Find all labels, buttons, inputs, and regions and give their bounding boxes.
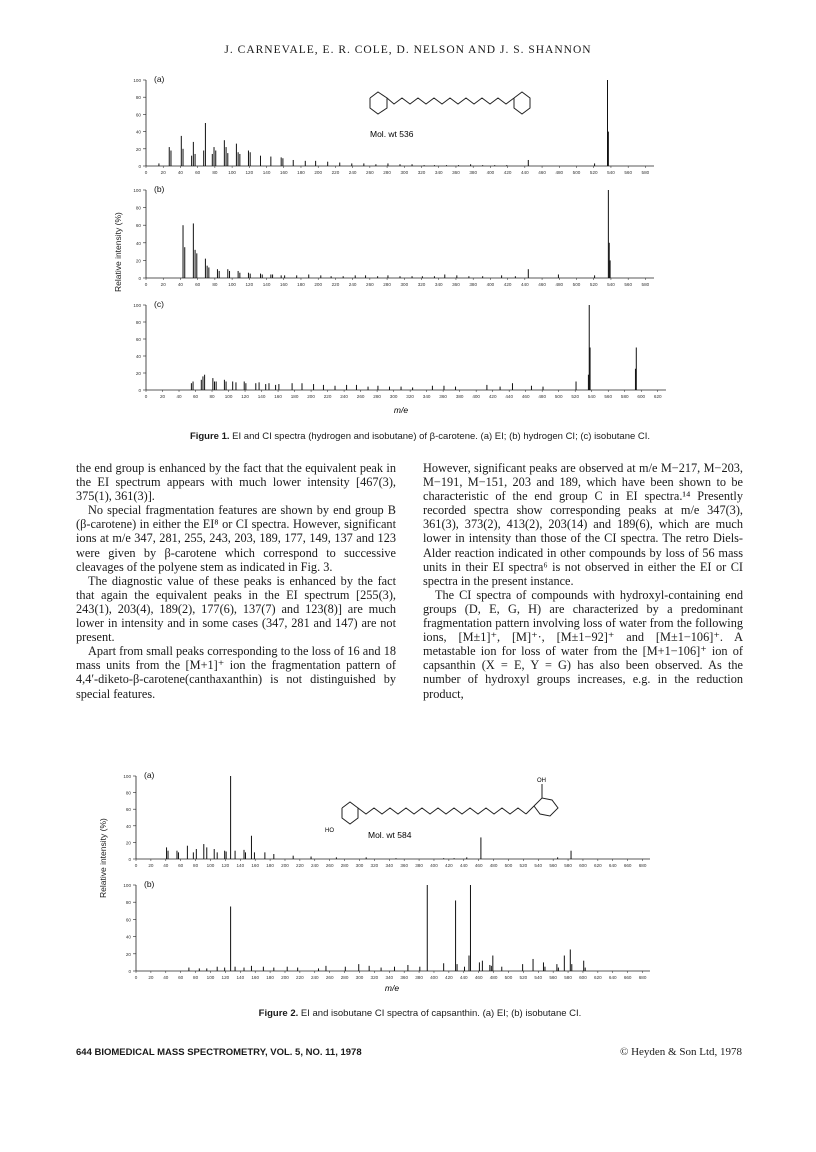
beta-carotene-structure [370, 92, 530, 114]
fig2b-xtick-label: 480 [489, 975, 498, 980]
fig2a-xtick-label: 0 [134, 863, 138, 868]
fig1c-xtick-label: 340 [422, 394, 431, 399]
right-paragraph-2: The CI spectra of compounds with hydroxyl-containing end groups (D, E, G, H) are characterized by a predominant fragmentation pattern involving loss of water from the following ions, [M±1]⁺, [M]⁺·, [M±1−92]⁺ and [M±1−106]⁺. A metastable ion for loss of water from the [M+1−106]⁺ ion of capsanthin (X = E, Y = G) has also been observed. As the number of hydroxyl groups increases, e.g. in the reduction product, [423, 587, 743, 701]
fig1a-xtick-label: 540 [607, 170, 615, 175]
figure-1-caption-label: Figure 1. [189, 431, 230, 442]
fig1c-xtick-label: 360 [439, 394, 447, 399]
figure-1 [0, 0, 816, 420]
fig1c-xtick-label: 320 [406, 394, 414, 399]
fig2a-xtick-label: 160 [251, 863, 260, 868]
fig2b-xtick-label: 0 [134, 975, 138, 980]
fig2a-xtick-label: 60 [178, 863, 184, 868]
fig2b-xtick-label: 620 [594, 975, 602, 980]
fig1b-xtick-label: 100 [228, 282, 236, 287]
right-column [423, 461, 743, 701]
fig2b-xtick-label: 640 [608, 975, 617, 980]
fig1c-xtick-label: 160 [274, 394, 282, 399]
fig1a-xtick-label: 400 [486, 170, 495, 175]
fig1c-xtick-label: 380 [455, 394, 464, 399]
fig2b-xtick-label: 360 [400, 975, 409, 980]
fig2b-xtick-label: 180 [266, 975, 274, 980]
figure-2-xlabel: m/e [384, 983, 400, 993]
fig2b-xtick-label: 580 [564, 975, 572, 980]
fig1c-xtick-label: 420 [488, 394, 497, 399]
fig1b-ytick-label: 20 [135, 258, 141, 264]
fig1a-xtick-label: 420 [503, 170, 512, 175]
fig2b-xtick-label: 100 [206, 975, 215, 980]
fig1a-ytick-label: 100 [133, 78, 141, 83]
fig1b-ytick-label: 40 [135, 240, 141, 246]
fig1a-xtick-label: 20 [160, 170, 166, 175]
footer-copyright: © Heyden & Son Ltd, 1978 [619, 1046, 742, 1058]
left-paragraph-1: the end group is enhanced by the fact that the equivalent peak in the EI spectrum appears with much lower intensity [467(3), 375(1), 361(3)]. [76, 461, 396, 504]
polyene-chain [387, 98, 514, 104]
fig2b-xtick-label: 560 [549, 975, 557, 980]
fig1c-xtick-label: 400 [472, 394, 480, 399]
fig2a-ytick-label: 40 [125, 823, 131, 829]
fig2a-xtick-label: 660 [623, 863, 632, 868]
fig2a-xtick-label: 80 [193, 863, 199, 868]
fig2b-xtick-label: 500 [504, 975, 513, 980]
fig1b-ytick-label: 60 [135, 223, 141, 229]
fig2a-xtick-label: 360 [400, 863, 409, 868]
fig2b-xtick-label: 240 [310, 975, 319, 980]
fig2a-xtick-label: 540 [534, 863, 543, 868]
fig2a-xtick-label: 600 [579, 863, 587, 868]
fig2b-xtick-label: 540 [534, 975, 543, 980]
fig1b-xtick-label: 320 [417, 282, 426, 287]
capsanthin-structure [342, 784, 558, 824]
fig2a-xtick-label: 20 [148, 863, 154, 868]
fig1b-xtick-label: 380 [469, 282, 478, 287]
fig1a-xtick-label: 500 [572, 170, 581, 175]
fig2b-xtick-label: 400 [430, 975, 438, 980]
fig2a-ytick-label: 20 [125, 840, 131, 846]
fig1b-xtick-label: 260 [366, 282, 374, 287]
footer-journal: 644 BIOMEDICAL MASS SPECTROMETRY, VOL. 5, NO. 11, 1978 [76, 1047, 362, 1058]
fig1c-xtick-label: 180 [290, 394, 299, 399]
fig1c-xtick-label: 60 [192, 394, 199, 399]
figure-1-ylabel: Relative intensity (%) [113, 212, 123, 292]
fig1c-xtick-label: 100 [224, 394, 233, 399]
fig1c-ytick-label: 20 [135, 371, 141, 376]
fig2b-xtick-label: 160 [251, 975, 260, 980]
fig1b-xtick-label: 220 [331, 282, 340, 287]
fig1c-xtick-label: 620 [653, 394, 662, 399]
fig1c-xtick-label: 20 [159, 394, 166, 399]
fig2b-xtick-label: 440 [459, 975, 468, 980]
ho-label: HO [325, 828, 334, 834]
fig1c-xtick-label: 80 [209, 394, 215, 399]
fig1c-xtick-label: 500 [554, 394, 563, 399]
fig1a-xtick-label: 560 [624, 170, 633, 175]
fig1c-xtick-label: 200 [307, 394, 315, 399]
oh-label: OH [537, 778, 546, 784]
figure-2-mol-wt: Mol. wt 584 [368, 830, 412, 840]
fig2b-ytick-label: 80 [125, 900, 131, 906]
fig1b-xtick-label: 140 [262, 282, 271, 287]
fig2a-xtick-label: 420 [445, 863, 453, 868]
fig1a-xtick-label: 340 [434, 170, 443, 175]
fig2b-xtick-label: 420 [445, 975, 453, 980]
fig1a-xtick-label: 260 [366, 170, 374, 175]
fig2a-xtick-label: 100 [206, 863, 215, 868]
fig1a-ytick-label: 0 [138, 164, 141, 169]
fig1b-panel-label: (b) [154, 184, 165, 194]
fig1a-xtick-label: 120 [245, 170, 254, 175]
fig1c-ytick-label: 0 [138, 388, 141, 393]
fig2a-ytick-label: 0 [128, 857, 131, 862]
fig1a-panel-label: (a) [154, 74, 165, 84]
fig1a-xtick-label: 60 [195, 170, 201, 175]
fig1a-ytick-label: 40 [135, 129, 141, 135]
fig1c-ytick-label: 60 [135, 337, 141, 342]
fig2a-xtick-label: 620 [594, 863, 602, 868]
ring-left [342, 802, 358, 824]
fig1a-xtick-label: 180 [297, 170, 305, 175]
fig1c-xtick-label: 600 [637, 394, 646, 399]
fig1a-xtick-label: 300 [400, 170, 409, 175]
fig1a-xtick-label: 0 [144, 170, 148, 175]
fig2a-xtick-label: 400 [430, 863, 438, 868]
right-paragraph-1: However, significant peaks are observed at m/e M−217, M−203, M−191, M−151, 203 and 189, which have been shown to be characteristic of the end group C in EI spectra.¹⁴ Presently recorded spectra show corresponding peaks at m/e 347(3), 361(3), 373(2), 413(2), 203(14) and 189(6), which are much lower in intensity than those of the CI spectra. The retro Diels-Alder reaction indicated in other compounds by loss of 56 mass units in their EI spectra⁶ is not observed in either the EI or CI spectra in the present instance. [423, 461, 743, 588]
fig1b-xtick-label: 340 [434, 282, 443, 287]
fig1c-xtick-label: 540 [587, 394, 596, 399]
fig2a-xtick-label: 120 [221, 863, 230, 868]
fig2b-xtick-label: 660 [623, 975, 632, 980]
fig2a-xtick-label: 460 [474, 863, 483, 868]
fig1b-xtick-label: 200 [314, 282, 323, 287]
left-paragraph-2: No special fragmentation features are shown by end group B (β-carotene) in either the EI⁸ or CI spectra. However, significant ions at m/e 347, 281, 255, 243, 203, 189, 177, 149, 137 and 123 were given by β-carotene which correspond to successive cleavages of the polyene stem as indicated in Fig. 3. [76, 503, 396, 574]
fig1c-xtick-label: 560 [604, 394, 613, 399]
fig2b-xtick-label: 460 [474, 975, 483, 980]
fig1b-ytick-label: 0 [138, 276, 141, 281]
fig1a-xtick-label: 460 [538, 170, 546, 175]
figure-1-caption [120, 431, 720, 442]
fig2a-xtick-label: 180 [266, 863, 274, 868]
fig2a-xtick-label: 520 [519, 863, 528, 868]
fig1b-xtick-label: 120 [245, 282, 254, 287]
fig2b-xtick-label: 280 [340, 975, 349, 980]
fig1c-xtick-label: 460 [521, 394, 530, 399]
fig2a-xtick-label: 320 [370, 863, 379, 868]
fig2a-xtick-label: 140 [236, 863, 245, 868]
fig1c-ytick-label: 40 [135, 354, 141, 359]
fig1b-xtick-label: 280 [383, 282, 391, 287]
fig1a-xtick-label: 440 [521, 170, 529, 175]
fig2b-panel-label: (b) [144, 879, 155, 889]
fig1c-xtick-label: 440 [505, 394, 514, 399]
fig1a-xtick-label: 480 [555, 170, 564, 175]
fig2a-xtick-label: 680 [638, 863, 647, 868]
fig1b-ytick-label: 100 [133, 188, 141, 193]
fig2a-xtick-label: 280 [340, 863, 349, 868]
figure-1-caption-text: EI and CI spectra (hydrogen and isobutane) of β-carotene. (a) EI; (b) hydrogen CI; (c) isobutane CI. [232, 431, 651, 442]
fig2b-xtick-label: 220 [296, 975, 304, 980]
ring-right [526, 798, 558, 816]
fig1b-xtick-label: 560 [624, 282, 633, 287]
left-column [76, 461, 396, 701]
fig2b-xtick-label: 520 [519, 975, 528, 980]
figure-1-chart [0, 0, 816, 420]
fig1a-xtick-label: 520 [589, 170, 598, 175]
fig1a-xtick-label: 380 [469, 170, 478, 175]
fig2b-ytick-label: 0 [128, 969, 131, 974]
fig1b-xtick-label: 160 [279, 282, 288, 287]
fig1b-xtick-label: 80 [212, 282, 218, 287]
fig1a-xtick-label: 360 [452, 170, 460, 175]
fig2b-ytick-label: 60 [125, 917, 131, 923]
fig1a-xtick-label: 580 [641, 170, 650, 175]
fig2a-ytick-label: 100 [123, 774, 131, 779]
fig1b-xtick-label: 0 [144, 282, 148, 287]
fig1a-xtick-label: 160 [279, 170, 288, 175]
figure-1-xlabel: m/e [393, 405, 409, 415]
fig1c-xtick-label: 140 [257, 394, 266, 399]
fig2b-xtick-label: 600 [579, 975, 587, 980]
fig1c-xtick-label: 280 [373, 394, 381, 399]
fig2a-xtick-label: 40 [163, 863, 169, 868]
fig1a-xtick-label: 320 [417, 170, 426, 175]
fig1a-xtick-label: 40 [177, 170, 184, 175]
fig2b-ytick-label: 40 [125, 934, 131, 940]
fig1b-xtick-label: 60 [195, 282, 201, 287]
fig1c-xtick-label: 0 [144, 394, 148, 399]
fig1a-ytick-label: 60 [135, 112, 141, 118]
fig2b-xtick-label: 20 [148, 975, 154, 980]
fig2a-ytick-label: 80 [125, 790, 131, 796]
left-paragraph-3: The diagnostic value of these peaks is enhanced by the fact that again the equivalent peaks in the EI spectrum [255(3), 243(1), 203(4), 189(2), 177(6), 137(7) and 123(8)] are much lower in intensity and in some cases (347, 281 and 147) are not present. [76, 573, 396, 645]
fig1b-xtick-label: 480 [555, 282, 564, 287]
fig1b-xtick-label: 40 [177, 282, 184, 287]
fig2b-xtick-label: 260 [325, 975, 334, 980]
fig2b-xtick-label: 80 [193, 975, 199, 980]
fig2a-panel-label: (a) [144, 770, 155, 780]
figure-2-ylabel: Relative intensity (%) [98, 818, 108, 898]
fig1b-xtick-label: 360 [452, 282, 460, 287]
fig2b-xtick-label: 200 [281, 975, 289, 980]
fig1c-panel-label: (c) [154, 299, 164, 309]
fig1c-xtick-label: 40 [176, 394, 182, 399]
fig1b-xtick-label: 460 [538, 282, 546, 287]
fig2b-xtick-label: 320 [370, 975, 379, 980]
fig2a-xtick-label: 560 [549, 863, 557, 868]
fig1b-xtick-label: 20 [160, 282, 166, 287]
fig1c-xtick-label: 220 [323, 394, 332, 399]
fig1b-xtick-label: 440 [521, 282, 529, 287]
fig2a-xtick-label: 500 [504, 863, 513, 868]
left-paragraph-4: Apart from small peaks corresponding to the loss of 16 and 18 mass units from the [M+1]⁺ ion the fragmentation pattern of 4,4′-diketo-β-carotene(canthaxanthin) is not distinguished by special features. [76, 644, 396, 701]
fig1c-ytick-label: 100 [133, 303, 141, 308]
fig2a-xtick-label: 300 [355, 863, 364, 868]
fig2b-ytick-label: 20 [125, 951, 131, 957]
fig1a-xtick-label: 200 [314, 170, 323, 175]
figure-1-mol-wt: Mol. wt 536 [370, 129, 414, 139]
fig1b-xtick-label: 180 [297, 282, 305, 287]
fig1b-ytick-label: 80 [135, 205, 141, 211]
fig2b-xtick-label: 40 [163, 975, 169, 980]
fig1b-xtick-label: 580 [641, 282, 650, 287]
figure-2-caption-text: EI and isobutane CI spectra of capsanthin. (a) EI; (b) isobutane CI. [300, 1008, 582, 1019]
fig2a-xtick-label: 240 [310, 863, 319, 868]
fig1a-xtick-label: 280 [383, 170, 391, 175]
fig1a-ytick-label: 20 [135, 146, 141, 152]
fig2a-xtick-label: 380 [415, 863, 423, 868]
fig2b-xtick-label: 380 [415, 975, 423, 980]
fig2a-xtick-label: 440 [459, 863, 468, 868]
fig1c-xtick-label: 300 [389, 394, 398, 399]
fig1a-xtick-label: 220 [331, 170, 340, 175]
fig2b-ytick-label: 100 [123, 883, 131, 888]
fig1c-ytick-label: 80 [135, 320, 141, 325]
polyene-chain [358, 808, 526, 814]
fig2b-xtick-label: 340 [385, 975, 394, 980]
ring-left [370, 92, 387, 114]
fig1a-ytick-label: 80 [135, 95, 141, 101]
running-header: J. CARNEVALE, E. R. COLE, D. NELSON AND J. S. SHANNON [224, 44, 592, 56]
fig2b-xtick-label: 300 [355, 975, 364, 980]
fig1c-xtick-label: 580 [620, 394, 629, 399]
fig2a-ytick-label: 60 [125, 807, 131, 813]
fig1b-xtick-label: 520 [589, 282, 598, 287]
fig1a-xtick-label: 240 [348, 170, 357, 175]
ring-right [514, 92, 530, 114]
fig1a-xtick-label: 140 [262, 170, 271, 175]
fig2b-xtick-label: 680 [638, 975, 647, 980]
fig2a-xtick-label: 340 [385, 863, 394, 868]
fig2b-xtick-label: 60 [178, 975, 184, 980]
fig1b-xtick-label: 500 [572, 282, 581, 287]
fig2a-xtick-label: 260 [325, 863, 334, 868]
fig1c-xtick-label: 120 [241, 394, 249, 399]
fig2a-xtick-label: 580 [564, 863, 572, 868]
fig1b-xtick-label: 300 [400, 282, 409, 287]
fig1b-xtick-label: 540 [607, 282, 615, 287]
fig1b-xtick-label: 420 [503, 282, 512, 287]
fig1c-xtick-label: 480 [538, 394, 547, 399]
fig1c-xtick-label: 520 [571, 394, 580, 399]
fig1a-xtick-label: 100 [228, 170, 236, 175]
fig2a-xtick-label: 480 [489, 863, 498, 868]
fig2a-xtick-label: 640 [608, 863, 617, 868]
fig1c-xtick-label: 240 [340, 394, 348, 399]
fig1a-xtick-label: 80 [212, 170, 218, 175]
fig2b-xtick-label: 120 [221, 975, 230, 980]
fig2b-xtick-label: 140 [236, 975, 245, 980]
figure-2-caption-label: Figure 2. [258, 1008, 299, 1019]
fig1b-xtick-label: 240 [348, 282, 357, 287]
fig2a-xtick-label: 200 [281, 863, 289, 868]
fig1c-xtick-label: 260 [356, 394, 365, 399]
figure-2-caption [120, 1008, 720, 1019]
fig2a-xtick-label: 220 [296, 863, 304, 868]
fig1b-xtick-label: 400 [486, 282, 495, 287]
